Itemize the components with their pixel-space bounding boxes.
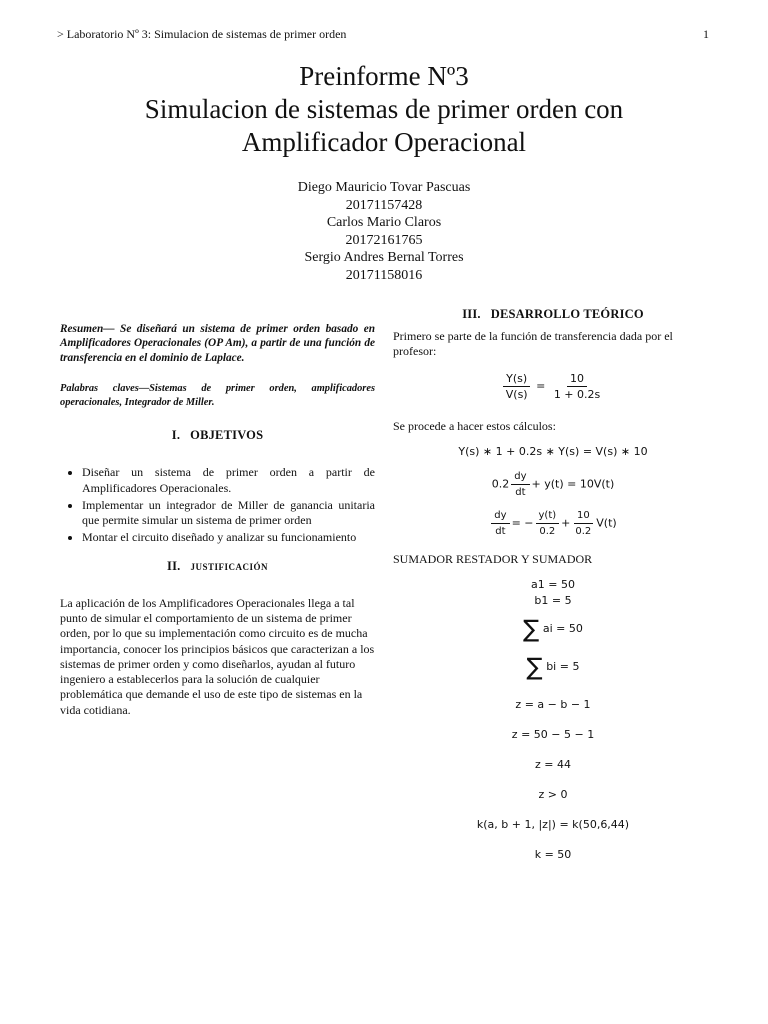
summation-body: bi = 5 — [546, 660, 580, 674]
derivative-denominator: dt — [515, 486, 526, 498]
keywords: Palabras claves—Sistemas de primer orden, amplificadores operacionales, Integrador de Miller. — [60, 383, 375, 409]
author-name: Sergio Andres Bernal Torres — [304, 250, 464, 265]
summation-equation — [393, 615, 713, 644]
running-header: > Laboratorio Nº 3: Simulacion de sistemas de primer orden — [57, 27, 347, 41]
equation: a1 = 50 — [531, 578, 575, 592]
equation: z = a − b − 1 — [515, 698, 591, 712]
equation-rest: + y(t) = 10V(t) — [531, 477, 615, 491]
right-column — [393, 307, 713, 863]
summation-equation — [393, 653, 713, 682]
title-line-1: Preinforme Nº3 — [299, 61, 469, 91]
list-item: • Implementar un integrador de Miller de ganancia unitaria que permite simular un sistema de primer orden — [82, 498, 375, 529]
left-column — [60, 322, 375, 718]
sigma-symbol: ∑ — [523, 615, 540, 644]
fraction-denominator: 0.2 — [575, 525, 592, 537]
author-id: 20172161765 — [345, 232, 423, 248]
intro-paragraph: Primero se parte de la función de transferencia dada por el profesor: — [393, 329, 673, 359]
title-line-3: Amplificador Operacional — [241, 127, 527, 157]
equation: Y(s) ∗ 1 + 0.2s ∗ Y(s) = V(s) ∗ 10 — [458, 444, 648, 458]
section-number: III. — [462, 307, 481, 321]
section-justification-heading — [60, 559, 375, 574]
section-objectives-heading — [60, 428, 375, 443]
section-number: I. — [171, 428, 181, 443]
differential-equation — [393, 470, 713, 499]
equation: k(a, b + 1, |z|) = k(50,6,44) — [476, 818, 630, 832]
section-title: JUSTIFICACIÓN — [190, 561, 268, 572]
equation: z = 44 — [535, 758, 571, 772]
objectives-list — [60, 465, 375, 545]
equation: z > 0 — [538, 788, 568, 802]
tf-numerator: Y(s) — [503, 372, 530, 387]
equation: k = 50 — [534, 848, 572, 862]
fraction-numerator: y(t) — [536, 509, 560, 524]
fraction-denominator: 0.2 — [539, 525, 556, 537]
paper-title — [0, 60, 768, 159]
plus-sign: + — [561, 516, 571, 530]
equals-minus: = − — [511, 516, 534, 530]
calc-paragraph: Se procede a hacer estos cálculos: — [393, 418, 556, 433]
author-name: Diego Mauricio Tovar Pascuas — [297, 180, 471, 195]
state-equation — [393, 509, 713, 538]
derivative-denominator: dt — [495, 525, 506, 537]
tf-denominator: 1 + 0.2s — [553, 387, 601, 401]
summation-body: ai = 50 — [542, 622, 583, 636]
tf-numerator: 10 — [567, 372, 587, 387]
list-item: • Diseñar un sistema de primer orden a partir de Amplificadores Operacionales. — [82, 465, 375, 496]
list-item: • Montar el circuito diseñado y analizar su funcionamiento — [82, 530, 375, 545]
equation: b1 = 5 — [534, 594, 572, 608]
equation: z = 50 − 5 − 1 — [511, 728, 595, 742]
derivative-numerator: dy — [511, 470, 529, 485]
fraction-numerator: 10 — [574, 509, 593, 524]
justification-paragraph: La aplicación de los Amplificadores Operacionales llega a tal punto de simular el comportamiento de un sistema de primer orden, por lo que su implementación como circuito es de mucha importancia, conocer los principios básicos que caracterizan a los sistemas de primer orden y como diseñarlos, ayudan al futuro ingeniero a establecerlos para la solución de cualquier problemática que demande el uso de este tipo de sistemas en la vida cotidiana. — [60, 595, 375, 717]
section-number: II. — [167, 558, 181, 573]
section-title: DESARROLLO TEÓRICO — [490, 307, 644, 321]
author-list — [0, 179, 768, 284]
title-line-2: Simulacion de sistemas de primer orden con — [144, 94, 624, 124]
author-name: Carlos Mario Claros — [326, 215, 442, 230]
section-title: OBJETIVOS — [190, 428, 264, 443]
page-number: 1 — [703, 27, 709, 41]
subheading: SUMADOR RESTADOR Y SUMADOR — [393, 551, 593, 566]
equation-tail: V(t) — [596, 516, 617, 530]
coefficient: 0.2 — [491, 477, 510, 491]
derivative-numerator: dy — [491, 509, 509, 524]
sigma-symbol: ∑ — [526, 653, 543, 682]
author-id: 20171157428 — [345, 197, 423, 213]
author-id: 20171158016 — [345, 267, 423, 283]
abstract: Resumen— Se diseñará un sistema de primer orden basado en Amplificadores Operacionales (OP Am), a partir de una función de transferencia en el dominio de Laplace. — [60, 323, 375, 364]
section-development-heading — [393, 307, 713, 322]
transfer-function-equation: $\frac{Y(s)}{V(s)}$ = $\frac{10}{1 + 0.2s}$ — [393, 372, 713, 401]
tf-denominator: V(s) — [505, 387, 528, 401]
